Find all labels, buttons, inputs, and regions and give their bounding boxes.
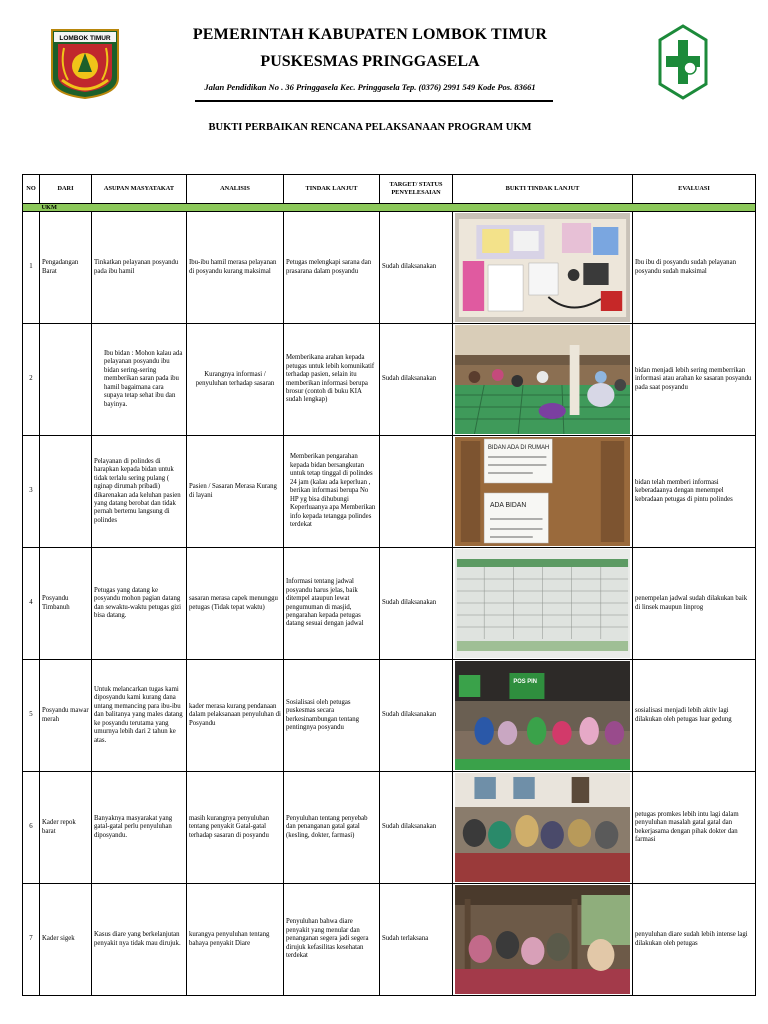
pos-pin-gathering-photo-icon [455,661,630,770]
table-row [23,660,756,772]
row-tindak-lanjut: Penyuluhan tentang penyebab dan penanganan gatal gatal (kesling, dokter, farmasi) [284,772,380,884]
row-dari: Pengadangan Barat [40,212,92,324]
row-no: 4 [23,548,40,660]
row-asupan: Pelayanan di polindes di harapkan kepada bidan untuk tidak terlalu sering pulang ( nginap dirumah pribadi) dikarenakan ada keluhan pasien yang datang berobat dan tidak pernah bertemu langsung di polindes [92,436,187,548]
institution-title: PUSKESMAS PRINGGASELA [260,53,480,70]
header-asupan: ASUPAN MASYATAKAT [92,175,187,204]
pos-pin-sign: POS PIN [513,678,537,686]
header-bukti: BUKTI TINDAK LANJUT [453,175,633,204]
row-no: 2 [23,324,40,436]
section-label: UKM [40,204,756,212]
header-analisis: ANALISIS [187,175,284,204]
row-analisis: kader merasa kurang pendanaan dalam pelaksanaan penyuluhan di Posyandu [187,660,284,772]
row-dari [40,324,92,436]
row-analisis: kurangya penyuluhan tentang bahaya penyakit Diare [187,884,284,996]
polindes-door-notice-photo-icon [455,437,630,546]
row-no: 5 [23,660,40,772]
section-band [23,204,756,212]
row-analisis: sasaran merasa capek menunggu petugas (Tidak tepat waktu) [187,548,284,660]
row-no: 1 [23,212,40,324]
row-bukti-photo [453,212,633,324]
puskesmas-logo-icon [658,24,708,100]
row-no: 7 [23,884,40,996]
row-tindak-lanjut: Informasi tentang jadwal posyandu harus jelas, baik ditempel ataupun lewat pengumuman di masjid, pengarahan kepada petugas datang sesuai dengan jadwal [284,548,380,660]
row-asupan: Petugas yang datang ke posyandu mohon pagian datang dan sewaktu-waktu petugas gizi bisa datang. [92,548,187,660]
header-dari: DARI [40,175,92,204]
row-target [380,436,453,548]
header-evaluasi: EVALUASI [633,175,756,204]
row-asupan: Kasus diare yang berkelanjutan penyakit nya tidak mau dirujuk. [92,884,187,996]
row-tindak-lanjut: Petugas melengkapi sarana dan prasarana dalam posyandu [284,212,380,324]
row-target: Sudah terlaksana [380,884,453,996]
row-target: Sudah dilaksanakan [380,324,453,436]
row-bukti-photo [453,660,633,772]
government-title: PEMERINTAH KABUPATEN LOMBOK TIMUR [192,26,548,43]
ukm-table [22,174,756,996]
document-title: BUKTI PERBAIKAN RENCANA PELAKSANAAN PROGRAM UKM [208,122,532,133]
row-asupan: Untuk melancarkan tugas kami diposyandu kami kurang dana untang memancing para ibu-ibu dan balitanya yang males datang ke posyandu terutama yang umurnya lebih dari 2 tahun ke atas. [92,660,187,772]
row-dari: Kader sigek [40,884,92,996]
row-no: 6 [23,772,40,884]
posyandu-gathering-photo-icon [455,325,630,434]
row-analisis: masih kurangnya penyuluhan tentang penyakit Gatal-gatal terhadap sasaran di posyandu [187,772,284,884]
lombok-timur-emblem-icon [50,28,120,100]
row-bukti-photo [453,324,633,436]
table-row [23,212,756,324]
row-analisis: Pasien / Sasaran Merasa Kurang di layani [187,436,284,548]
row-target: Sudah dilaksanakan [380,660,453,772]
table-row [23,436,756,548]
header-tindak-lanjut: TINDAK LANJUT [284,175,380,204]
header-target: TARGET/ STATUS PENYELESAIAN [380,175,453,204]
row-target: Sudah dilaksanakan [380,212,453,324]
row-evaluasi: sosialisasi menjadi lebih aktiv lagi dilakukan oleh petugas luar gedung [633,660,756,772]
row-dari: Kader repok barat [40,772,92,884]
row-bukti-photo [453,772,633,884]
row-tindak-lanjut: Memberikana arahan kepada petugas untuk lebih komunikatif terhadap pasien, selain itu memberikan informasi berupa brosur (contoh di buku KIA sudah lengkap) [284,324,380,436]
row-bukti-photo [453,884,633,996]
posyandu-supplies-photo-icon [455,213,630,322]
row-evaluasi: bidan telah memberi informasi keberadaanya dengan menempel kebradaan petugas di pintu polindes [633,436,756,548]
letterhead-divider [195,100,553,102]
row-evaluasi: penempelan jadwal sudah dilakukan baik di linsek maupun linprog [633,548,756,660]
row-evaluasi: bidan menjadi lebih sering memberrikan informasi atau arahan ke sasaran posyandu pada saat posyandu [633,324,756,436]
row-tindak-lanjut: Penyuluhan bahwa diare penyakit yang menular dan penanganan segera jadi segera dirujuk kefasilitas kesehatan terdekat [284,884,380,996]
row-analisis: Ibu-ibu hamil merasa pelayanan di posyandu kurang maksimal [187,212,284,324]
row-evaluasi: penyuluhan diare sudah lebih intense lagi dilakukan oleh petugas [633,884,756,996]
row-bukti-photo [453,548,633,660]
row-target: Sudah dilaksanakan [380,548,453,660]
row-asupan: Ibu bidan : Mohon kalau ada pelayanan posyandu ibu bidan sering-sering memberikan saran pada ibu hamil bagaimana cara supaya tetap sehat ibu dan bayinya. [92,324,187,436]
table-row [23,548,756,660]
row-dari: Posyandu mawar merah [40,660,92,772]
header-no: NO [23,175,40,204]
row-tindak-lanjut: Memberikan pengarahan kepada bidan bersangkutan untuk tetap tinggal di polindes 24 jam (kalau ada keperluan , berikan informasi berupa No HP yg bisa dihubungi Keperluaanya apa Memberikan info kepada tetangga polindes terdekat [284,436,380,548]
row-analisis: Kurangnya informasi / penyuluhan terhadap sasaran [187,324,284,436]
table-row [23,324,756,436]
notice-label: ADA BIDAN [490,501,527,510]
row-tindak-lanjut: Sosialisasi oleh petugas puskesmas secara berkesinambungan tentang pentingnya posyandu [284,660,380,772]
row-evaluasi: Ibu ibu di posyandu sudah pelayanan posyandu sudah maksimal [633,212,756,324]
schedule-poster-photo-icon [455,549,630,658]
notice-heading: BIDAN ADA DI RUMAH [488,444,550,452]
emblem-label: LOMBOK TIMUR [59,35,111,42]
letterhead [0,0,768,110]
community-counseling-photo-icon [455,773,630,882]
row-bukti-photo [453,436,633,548]
row-no: 3 [23,436,40,548]
row-target: Sudah dilaksanakan [380,772,453,884]
outdoor-counseling-photo-icon [455,885,630,994]
row-asupan: Tinkatkan pelayanan posyandu pada ibu hamil [92,212,187,324]
table-row [23,772,756,884]
row-evaluasi: petugas promkes lebih intu lagi dalam penyuluhan masalah gatal gatal dan bekerjasama dengan pihak dokter dan farmasi [633,772,756,884]
table-row [23,884,756,996]
row-asupan: Banyaknya masyarakat yang gatal-gatal perlu penyuluhan diposyandu. [92,772,187,884]
row-dari: Posyandu Timbanuh [40,548,92,660]
table-header-row [23,175,756,204]
row-dari [40,436,92,548]
institution-address: Jalan Pendidikan No . 36 Pringgasela Kec. Pringgasela Tep. (0376) 2991 549 Kode Pos. 83661 [204,82,536,92]
